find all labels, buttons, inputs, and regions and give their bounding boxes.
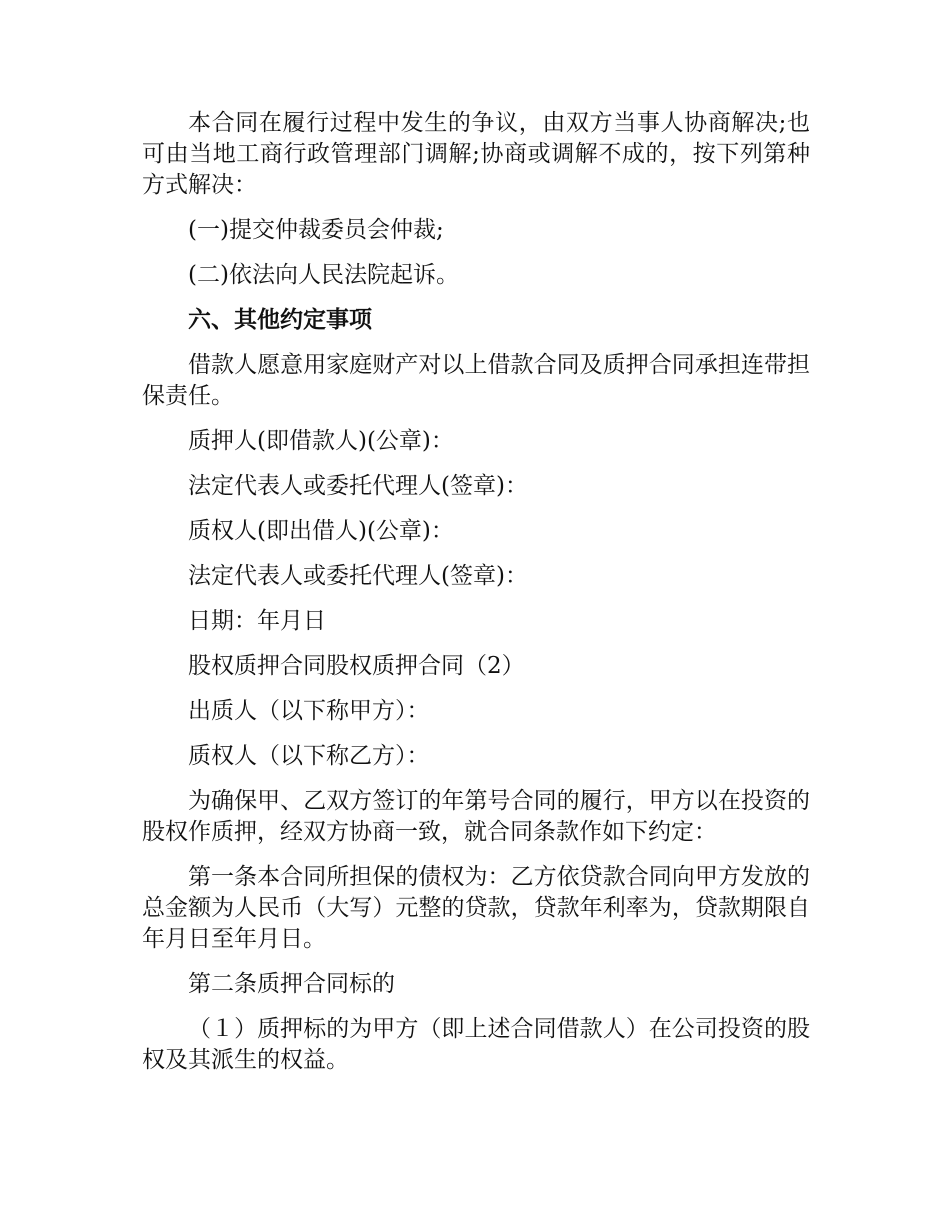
article-2-item-1: （１）质押标的为甲方（即上述合同借款人）在公司投资的股权及其派生的权益。 — [142, 1016, 810, 1073]
contract-title: 股权质押合同股权质押合同（2） — [188, 653, 525, 679]
section-heading-other-terms: 六、其他约定事项 — [188, 307, 372, 333]
article-1: 第一条本合同所担保的债权为：乙方依贷款合同向甲方发放的总金额为人民币（大写）元整的贷款，贷款年利率为，贷款期限自年月日至年月日。 — [142, 864, 810, 952]
party-b-line: 质权人（以下称乙方）： — [188, 743, 430, 769]
paragraph-dispute-resolution: 本合同在履行过程中发生的争议，由双方当事人协商解决;也可由当地工商行政管理部门调解;协商或调解不成的，按下列第种方式解决： — [142, 110, 810, 198]
party-a-line: 出质人（以下称甲方）： — [188, 698, 430, 724]
paragraph-option-court: (二)依法向人民法院起诉。 — [188, 262, 459, 288]
signature-line-pledgee-representative: 法定代表人或委托代理人(签章)： — [188, 563, 528, 589]
paragraph-preamble: 为确保甲、乙双方签订的年第号合同的履行，甲方以在投资的股权作质押，经双方协商一致，就合同条款作如下约定： — [142, 788, 810, 845]
article-2-heading: 第二条质押合同标的 — [188, 971, 395, 997]
paragraph-option-arbitration: (一)提交仲裁委员会仲裁; — [188, 217, 444, 243]
paragraph-joint-liability: 借款人愿意用家庭财产对以上借款合同及质押合同承担连带担保责任。 — [142, 352, 810, 409]
signature-line-pledgor-representative: 法定代表人或委托代理人(签章)： — [188, 473, 528, 499]
date-line: 日期：年月日 — [188, 608, 326, 634]
signature-line-pledgee: 质权人(即出借人)(公章)： — [188, 518, 454, 544]
document-page — [142, 108, 810, 1090]
signature-line-pledgor: 质押人(即借款人)(公章)： — [188, 428, 454, 454]
